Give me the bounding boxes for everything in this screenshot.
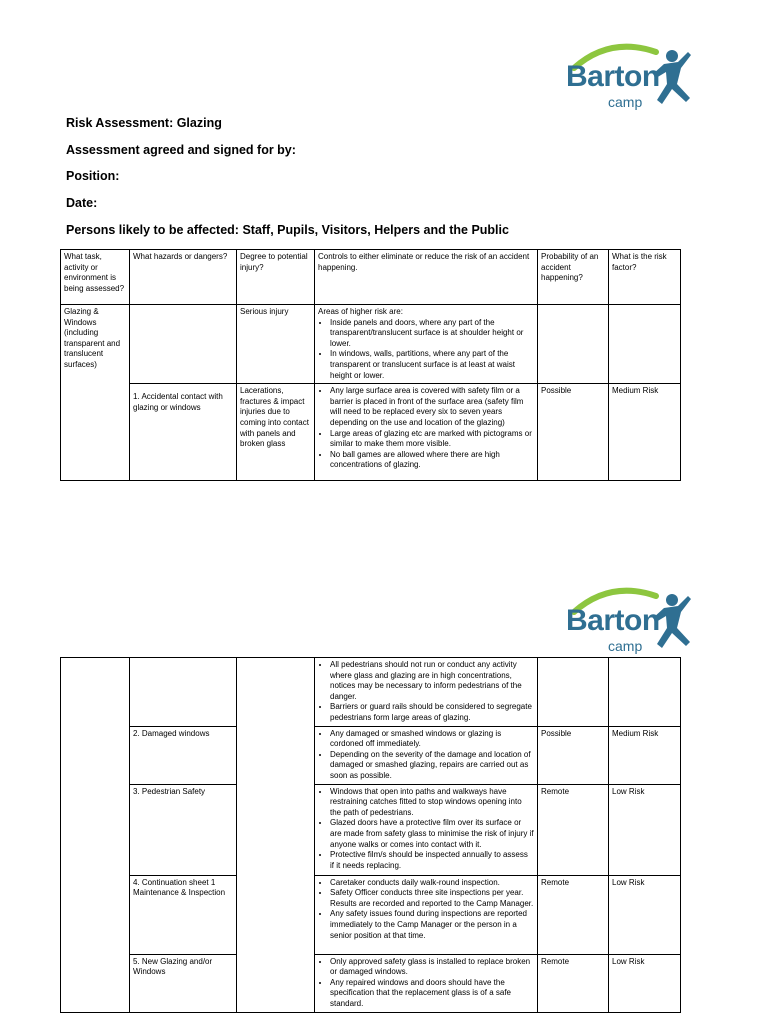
risk-cell: Low Risk: [609, 784, 681, 875]
persons-affected-label: Persons likely to be affected: Staff, Pupils, Visitors, Helpers and the Public: [66, 223, 509, 237]
logo-word: Barton: [566, 60, 660, 93]
controls-list: [318, 660, 534, 724]
controls-list: [318, 957, 534, 1010]
logo-sub: camp: [608, 94, 643, 110]
list-item: • Barriers or guard rails should be considered to segregate pedestrians form large areas of glazing.: [330, 702, 534, 723]
list-item: • Only approved safety glass is installed to replace broken or damaged windows.: [330, 957, 534, 978]
table-header-row: [61, 250, 681, 305]
barton-camp-logo: [560, 582, 710, 662]
hazard-cell: 5. New Glazing and/or Windows: [130, 954, 237, 1012]
controls-list: [318, 386, 534, 471]
table-row: [61, 658, 681, 727]
controls-cell: [315, 784, 538, 875]
degree-cell: Lacerations, fractures & impact injuries due to coming into contact with panels and broken glass: [237, 384, 315, 481]
list-item: • Large areas of glazing etc are marked with pictograms or similar to make them more visible.: [330, 429, 534, 450]
probability-cell: [538, 658, 609, 727]
document-title: Risk Assessment: Glazing: [66, 116, 222, 130]
degree-cell: Serious injury: [237, 305, 315, 384]
position-label: Position:: [66, 169, 120, 183]
list-item: • Depending on the severity of the damage and location of damaged or smashed glazing, repairs are carried out as soon as possible.: [330, 750, 534, 782]
list-item: • Any damaged or smashed windows or glazing is cordoned off immediately.: [330, 729, 534, 750]
controls-list: [318, 729, 534, 782]
controls-list: [318, 318, 534, 382]
risk-cell: Medium Risk: [609, 726, 681, 784]
list-item: • Safety Officer conducts three site inspections per year. Results are recorded and reported to the Camp Manager.: [330, 888, 534, 909]
probability-cell: Possible: [538, 384, 609, 481]
risk-assessment-table: [60, 249, 681, 481]
header-controls: Controls to either eliminate or reduce the risk of an accident happening.: [315, 250, 538, 305]
list-item: • Caretaker conducts daily walk-round inspection.: [330, 878, 534, 889]
controls-cell: [315, 726, 538, 784]
document-page-2: [0, 560, 768, 1024]
hazard-cell: 1. Accidental contact with glazing or windows: [130, 384, 237, 481]
date-label: Date:: [66, 196, 98, 210]
barton-camp-logo: [560, 38, 710, 118]
list-item: • Any large surface area is covered with safety film or a barrier is placed in front of the surface area (safety film will need to be replaced every six to seven years depending on the use and location of the glazing): [330, 386, 534, 428]
risk-cell: Low Risk: [609, 875, 681, 954]
list-item: • Inside panels and doors, where any part of the transparent/translucent surface is at shoulder height or lower.: [330, 318, 534, 350]
list-item: • All pedestrians should not run or conduct any activity where glass and glazing are in high concentrations, notices may be necessary to inform pedestrians of the danger.: [330, 660, 534, 702]
list-item: • Any safety issues found during inspections are reported immediately to the Camp Manager or the person in a senior position at that time.: [330, 909, 534, 941]
probability-cell: Remote: [538, 784, 609, 875]
list-item: • Windows that open into paths and walkways have restraining catches fitted to stop windows opening into the path of pedestrians.: [330, 787, 534, 819]
assessment-agreed-label: Assessment agreed and signed for by:: [66, 143, 296, 157]
task-cell: Glazing & Windows (including transparent and translucent surfaces): [61, 305, 130, 481]
table-row: [61, 726, 681, 784]
risk-assessment-table-continued: [60, 657, 681, 1013]
probability-cell: [538, 305, 609, 384]
table-row: [61, 305, 681, 384]
header-risk: What is the risk factor?: [609, 250, 681, 305]
header-task: What task, activity or environment is being assessed?: [61, 250, 130, 305]
hazard-cell-empty: [130, 305, 237, 384]
probability-cell: Possible: [538, 726, 609, 784]
degree-cell-empty: [237, 658, 315, 1013]
list-item: • In windows, walls, partitions, where any part of the transparent or translucent surface is at least at waist height or lower.: [330, 349, 534, 381]
header-degree: Degree to potential injury?: [237, 250, 315, 305]
table-row: [61, 384, 681, 481]
list-item: • Glazed doors have a protective film over its surface or are made from safety glass to minimise the risk of injury if anyone walks or comes into contact with it.: [330, 818, 534, 850]
controls-title: Areas of higher risk are:: [318, 307, 403, 316]
controls-cell: [315, 305, 538, 384]
risk-cell: Medium Risk: [609, 384, 681, 481]
controls-list: [318, 787, 534, 872]
list-item: • No ball games are allowed where there are high concentrations of glazing.: [330, 450, 534, 471]
list-item: • Protective film/s should be inspected annually to assess if it needs replacing.: [330, 850, 534, 871]
hazard-cell: [130, 658, 237, 727]
hazard-cell: 3. Pedestrian Safety: [130, 784, 237, 875]
risk-cell: [609, 658, 681, 727]
probability-cell: Remote: [538, 954, 609, 1012]
task-cell-empty: [61, 658, 130, 1013]
controls-cell: [315, 658, 538, 727]
controls-list: [318, 878, 534, 942]
controls-cell: [315, 384, 538, 481]
controls-cell: [315, 875, 538, 954]
controls-cell: [315, 954, 538, 1012]
risk-cell: Low Risk: [609, 954, 681, 1012]
hazard-cell: 2. Damaged windows: [130, 726, 237, 784]
hazard-cell: 4. Continuation sheet 1 Maintenance & Inspection: [130, 875, 237, 954]
probability-cell: Remote: [538, 875, 609, 954]
logo-sub: camp: [608, 638, 643, 654]
table-row: [61, 784, 681, 875]
table-row: [61, 954, 681, 1012]
document-page-1: [0, 0, 768, 500]
header-probability: Probability of an accident happening?: [538, 250, 609, 305]
table-row: [61, 875, 681, 954]
risk-cell: [609, 305, 681, 384]
header-hazards: What hazards or dangers?: [130, 250, 237, 305]
list-item: • Any repaired windows and doors should have the specification that the replacement glass is of a safe standard.: [330, 978, 534, 1010]
logo-word: Barton: [566, 604, 660, 637]
